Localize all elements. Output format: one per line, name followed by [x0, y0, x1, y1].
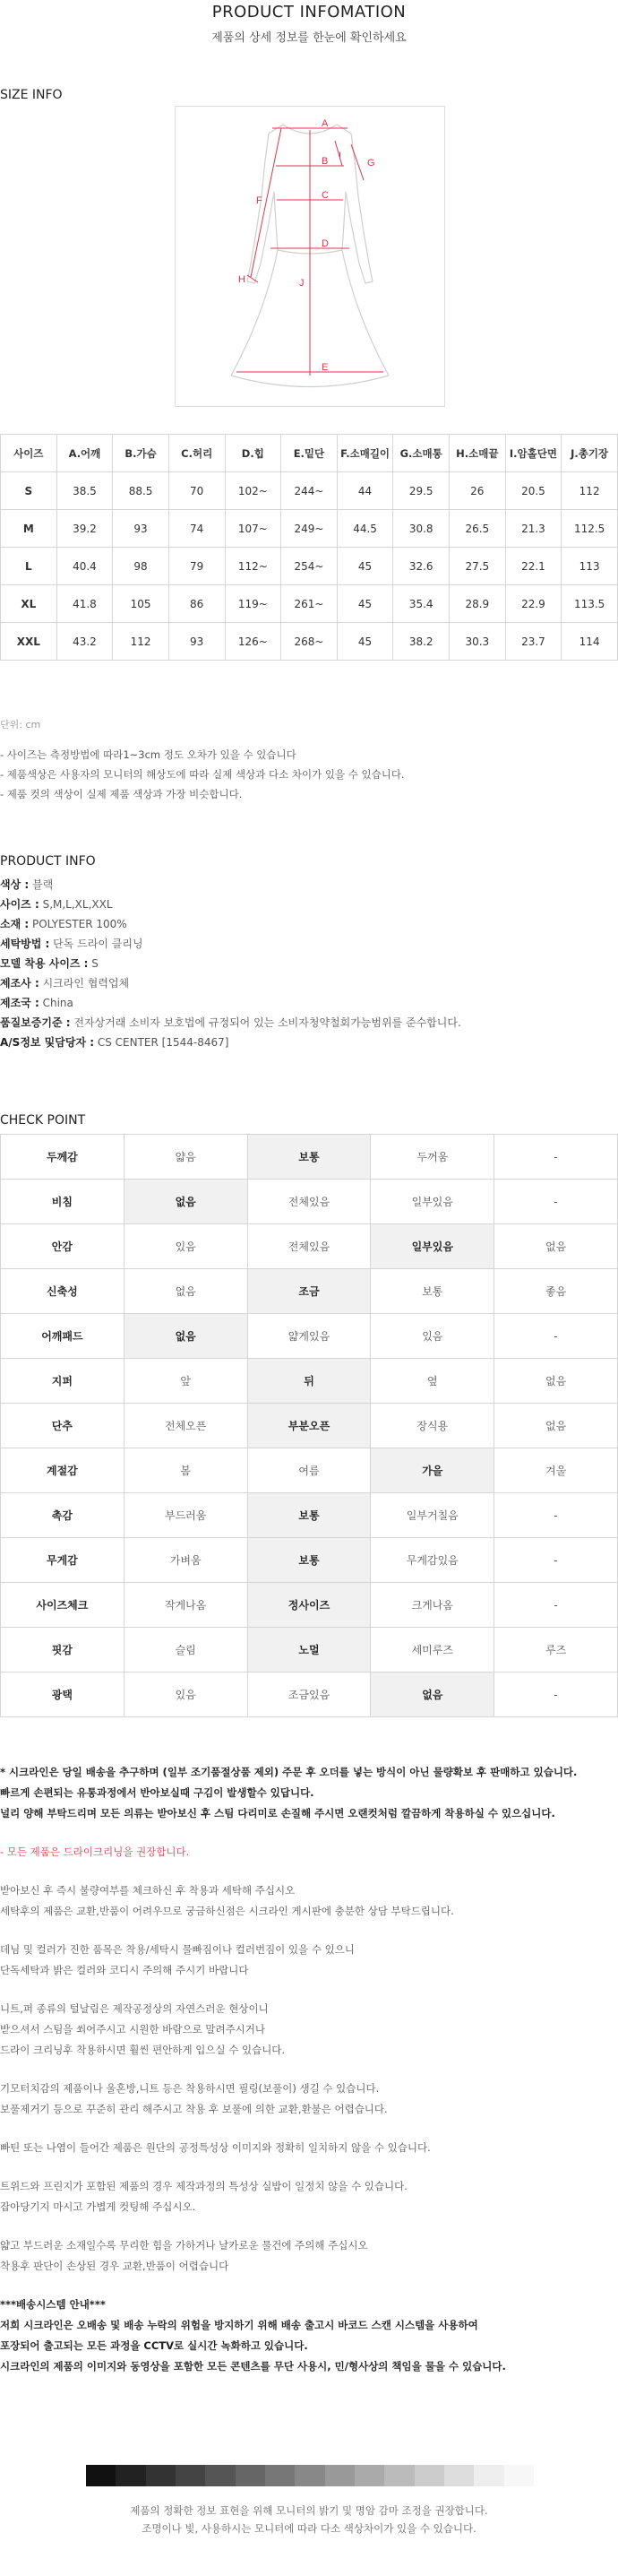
size-value-cell: 268~: [281, 623, 338, 661]
product-info-label: 제조국 :: [0, 997, 39, 1009]
size-column-header: B.가슴: [113, 435, 169, 472]
size-label-cell: L: [1, 548, 57, 585]
check-point-option: 장식용: [371, 1404, 494, 1448]
care-line: 착용후 판단이 손상된 경우 교환,반품이 어렵습니다: [0, 2260, 229, 2272]
notice-lead: 빠르게 손편되는 유통과정에서 반아보실때 구김이 발생할수 있답니다.: [0, 1786, 314, 1799]
check-point-option: -: [494, 1583, 618, 1628]
check-point-option: -: [494, 1538, 618, 1583]
check-point-row: [1, 1180, 618, 1224]
size-value-cell: 98: [113, 548, 169, 585]
product-info-item: [0, 895, 461, 914]
check-point-option: 없음: [494, 1404, 618, 1448]
size-column-header: J.총기장: [562, 435, 618, 472]
grayscale-swatch: [176, 2465, 205, 2486]
check-point-row: [1, 1404, 618, 1448]
size-value-cell: 44.5: [337, 510, 393, 548]
size-value-cell: 22.1: [505, 548, 562, 585]
size-table-row: [1, 623, 618, 661]
notice-lead: * 시크라인은 당일 배송을 추구하며 (일부 조기품절상품 제외) 주문 후 오더를 넣는 방식이 아닌 물량확보 후 판매하고 있습니다.: [0, 1766, 578, 1778]
check-point-option: 가벼움: [124, 1538, 247, 1583]
check-point-row: [1, 1673, 618, 1717]
care-line: 트위드와 프린지가 포함된 제품의 경우 제작과정의 특성상 실밥이 일정치 않을 수 있습니다.: [0, 2180, 408, 2192]
check-point-option: 옆: [371, 1359, 494, 1404]
product-info-value: CS CENTER [1544-8467]: [94, 1036, 229, 1049]
check-point-option: -: [494, 1493, 618, 1538]
grayscale-swatch: [474, 2465, 503, 2486]
product-info-item: [0, 973, 461, 993]
check-point-option: 일부거칠음: [371, 1493, 494, 1538]
check-point-option: 봄: [124, 1448, 247, 1493]
check-point-label: 무게감: [1, 1538, 124, 1583]
product-info-item: [0, 954, 461, 973]
delivery-system-line: 시크라인의 제품의 이미지와 동영상을 포함한 모든 콘텐츠를 무단 사용시, 민/형사상의 책임을 물을 수 있습니다.: [0, 2360, 506, 2373]
size-value-cell: 43.2: [56, 623, 113, 661]
check-point-option: 두꺼움: [371, 1135, 494, 1180]
check-point-option: 전체오픈: [124, 1404, 247, 1448]
care-paragraphs: [0, 1880, 618, 2295]
page-header: [0, 0, 618, 45]
check-point-label: 어깨패드: [1, 1314, 124, 1359]
product-info-label: A/S정보 및담당자 :: [0, 1036, 95, 1049]
check-point-row: [1, 1538, 618, 1583]
size-value-cell: 112: [562, 472, 618, 510]
check-point-option: 얇게있음: [247, 1314, 371, 1359]
size-value-cell: 40.4: [56, 548, 113, 585]
size-value-cell: 21.3: [505, 510, 562, 548]
check-point-option: 여름: [247, 1448, 371, 1493]
notice-section: [0, 1762, 618, 2377]
diagram-label-b: B: [322, 156, 329, 167]
size-value-cell: 105: [113, 585, 169, 623]
product-info-list: [0, 875, 461, 1052]
check-point-label: 안감: [1, 1224, 124, 1269]
care-line: 니트,퍼 종류의 털날림은 제작공정상의 자연스러운 현상이니: [0, 2002, 269, 2015]
size-value-cell: 113.5: [562, 585, 618, 623]
grayscale-swatch: [86, 2465, 116, 2486]
check-point-option: 작게나옴: [124, 1583, 247, 1628]
size-note: - 제품 컷의 색상이 실제 제품 색상과 가장 비슷합니다.: [0, 788, 243, 800]
size-value-cell: 112: [113, 623, 169, 661]
product-info-label: 소재 :: [0, 918, 30, 930]
product-info-item: [0, 1033, 461, 1052]
size-table-row: [1, 510, 618, 548]
product-info-item: [0, 875, 461, 895]
size-column-header: 사이즈: [1, 435, 57, 472]
size-column-header: E.밑단: [281, 435, 338, 472]
check-point-row: [1, 1493, 618, 1538]
size-info-title: SIZE INFO: [0, 88, 63, 102]
diagram-label-c: C: [322, 190, 329, 201]
diagram-label-d: D: [322, 238, 329, 249]
footer-note: [0, 2502, 618, 2537]
diagram-label-g: G: [367, 158, 375, 169]
check-point-label: 광택: [1, 1673, 124, 1717]
size-table-row: [1, 472, 618, 510]
size-label-cell: XXL: [1, 623, 57, 661]
size-value-cell: 102~: [225, 472, 281, 510]
grayscale-calibration-bar: [86, 2465, 534, 2486]
check-point-label: 계절감: [1, 1448, 124, 1493]
check-point-row: [1, 1224, 618, 1269]
size-value-cell: 41.8: [56, 585, 113, 623]
grayscale-swatch: [205, 2465, 235, 2486]
check-point-option: -: [494, 1180, 618, 1224]
dress-illustration: [176, 107, 444, 406]
product-info-label: 세탁방법 :: [0, 938, 50, 950]
check-point-option: 없음: [124, 1269, 247, 1314]
size-value-cell: 254~: [281, 548, 338, 585]
size-value-cell: 30.8: [393, 510, 450, 548]
product-info-value: 시크라인 협력업체: [39, 977, 130, 990]
size-column-header: F.소매길이: [337, 435, 393, 472]
check-point-option: 있음: [124, 1673, 247, 1717]
size-label-cell: XL: [1, 585, 57, 623]
grayscale-swatch: [146, 2465, 176, 2486]
product-info-label: 색상 :: [0, 878, 30, 891]
check-point-label: 단추: [1, 1404, 124, 1448]
product-info-title: PRODUCT INFO: [0, 854, 96, 869]
grayscale-swatch: [444, 2465, 474, 2486]
footer-line: 제품의 정확한 정보 표현을 위해 모니터의 밝기 및 명암 감마 조정을 권장합니다.: [130, 2504, 488, 2517]
product-info-value: 전자상거래 소비자 보호법에 규정되어 있는 소비자청약철회가능범위를 준수합니다.: [70, 1016, 461, 1029]
product-info-item: [0, 914, 461, 934]
check-point-option: 있음: [371, 1314, 494, 1359]
check-point-option: 보통: [371, 1269, 494, 1314]
size-value-cell: 28.9: [450, 585, 506, 623]
size-value-cell: 39.2: [56, 510, 113, 548]
size-value-cell: 29.5: [393, 472, 450, 510]
check-point-label: 사이즈체크: [1, 1583, 124, 1628]
size-value-cell: 86: [168, 585, 225, 623]
size-column-header: D.힙: [225, 435, 281, 472]
grayscale-swatch: [504, 2465, 534, 2486]
size-value-cell: 45: [337, 585, 393, 623]
care-line: 받아보신 후 즉시 불량여부를 체크하신 후 착용과 세탁해 주십시오: [0, 1884, 296, 1897]
size-notes: [0, 745, 405, 804]
size-value-cell: 112.5: [562, 510, 618, 548]
check-point-option: 얇음: [124, 1135, 247, 1180]
check-point-row: [1, 1628, 618, 1673]
size-table: [0, 434, 618, 661]
check-point-option: 조금있음: [247, 1673, 371, 1717]
dress-size-diagram: [175, 106, 445, 407]
check-point-option: -: [494, 1673, 618, 1717]
check-point-row: [1, 1314, 618, 1359]
check-point-option: 없음: [494, 1224, 618, 1269]
care-line: 받으셔서 스팀을 쐬어주시고 시원한 바람으로 말려주시거나: [0, 2023, 265, 2036]
size-column-header: G.소매통: [393, 435, 450, 472]
check-point-row: [1, 1135, 618, 1180]
size-value-cell: 93: [168, 623, 225, 661]
delivery-system-line: 포장되어 출고되는 모든 과정을 CCTV로 실시간 녹화하고 있습니다.: [0, 2339, 308, 2352]
size-value-cell: 38.2: [393, 623, 450, 661]
diagram-label-h: H: [238, 274, 245, 285]
check-point-selected-option: 뒤: [247, 1359, 371, 1404]
product-info-label: 제조사 :: [0, 977, 39, 990]
check-point-selected-option: 조금: [247, 1269, 371, 1314]
check-point-label: 비침: [1, 1180, 124, 1224]
product-info-value: 블랙: [29, 878, 54, 891]
product-info-value: POLYESTER 100%: [29, 918, 127, 930]
check-point-option: 있음: [124, 1224, 247, 1269]
check-point-row: [1, 1359, 618, 1404]
care-line: 보풀제거기 등으로 꾸준히 관리 해주시고 착용 후 보풀에 의한 교환,환불은 어렵습니다.: [0, 2103, 388, 2115]
size-value-cell: 45: [337, 548, 393, 585]
size-value-cell: 32.6: [393, 548, 450, 585]
check-point-selected-option: 보통: [247, 1493, 371, 1538]
diagram-label-j: J: [299, 278, 305, 289]
check-point-selected-option: 없음: [371, 1673, 494, 1717]
check-point-title: CHECK POINT: [0, 1113, 86, 1128]
grayscale-swatch: [355, 2465, 384, 2486]
size-column-header: H.소매끝: [450, 435, 506, 472]
product-info-item: [0, 934, 461, 954]
size-value-cell: 27.5: [450, 548, 506, 585]
size-column-header: A.어깨: [56, 435, 113, 472]
diagram-label-i: I: [339, 151, 342, 161]
size-value-cell: 93: [113, 510, 169, 548]
product-info-label: 모델 착용 사이즈 :: [0, 957, 89, 970]
check-point-option: 앞: [124, 1359, 247, 1404]
size-table-row: [1, 548, 618, 585]
page-title: PRODUCT INFOMATION: [211, 3, 407, 22]
size-value-cell: 79: [168, 548, 225, 585]
size-value-cell: 45: [337, 623, 393, 661]
diagram-label-e: E: [322, 362, 329, 373]
product-info-item: [0, 993, 461, 1013]
check-point-option: 일부있음: [371, 1180, 494, 1224]
check-point-option: 무게감있음: [371, 1538, 494, 1583]
check-point-table: [0, 1134, 618, 1717]
size-value-cell: 126~: [225, 623, 281, 661]
size-value-cell: 38.5: [56, 472, 113, 510]
check-point-option: -: [494, 1314, 618, 1359]
size-note: - 제품색상은 사용자의 모니터의 해상도에 따라 실제 색상과 다소 차이가 있을 수 있습니다.: [0, 768, 405, 781]
care-line: 단독세탁과 밝은 컬러와 코디시 주의해 주시기 바랍니다: [0, 1964, 249, 1976]
size-value-cell: 22.9: [505, 585, 562, 623]
size-label-cell: S: [1, 472, 57, 510]
check-point-row: [1, 1448, 618, 1493]
size-value-cell: 30.3: [450, 623, 506, 661]
grayscale-swatch: [236, 2465, 265, 2486]
size-value-cell: 114: [562, 623, 618, 661]
check-point-label: 촉감: [1, 1493, 124, 1538]
size-value-cell: 74: [168, 510, 225, 548]
grayscale-swatch: [295, 2465, 324, 2486]
care-line: 기모터치감의 제품이나 울혼방,니트 등은 착용하시면 필링(보풀이) 생길 수 있습니다.: [0, 2082, 380, 2095]
size-column-header: C.허리: [168, 435, 225, 472]
diagram-label-a: A: [322, 118, 329, 129]
size-value-cell: 26: [450, 472, 506, 510]
product-info-value: S: [88, 957, 99, 970]
grayscale-swatch: [415, 2465, 444, 2486]
notice-lead: 널리 양해 부탁드리며 모든 의류는 받아보신 후 스팀 다리미로 손질해 주시면 오랜컷처럼 깔끔하게 착용하실 수 있으십니다.: [0, 1807, 555, 1820]
care-line: 세탁후의 제품은 교환,반품이 어려우므로 궁금하신점은 시크라인 게시판에 충분한 상담 부탁드립니다.: [0, 1905, 454, 1917]
check-point-option: 크게나옴: [371, 1583, 494, 1628]
size-value-cell: 244~: [281, 472, 338, 510]
grayscale-swatch: [265, 2465, 295, 2486]
size-value-cell: 23.7: [505, 623, 562, 661]
delivery-system-line: 저희 시크라인은 오배송 및 배송 누락의 위험을 방지하기 위해 배송 출고시 바코드 스캔 시스템을 사용하여: [0, 2319, 478, 2331]
grayscale-swatch: [325, 2465, 355, 2486]
check-point-label: 두께감: [1, 1135, 124, 1180]
check-point-selected-option: 가을: [371, 1448, 494, 1493]
care-line: 데님 및 컬러가 진한 품목은 착용/세탁시 물빠짐이나 컬러번짐이 있을 수 있으니: [0, 1943, 355, 1956]
size-label-cell: M: [1, 510, 57, 548]
check-point-row: [1, 1583, 618, 1628]
grayscale-swatch: [384, 2465, 414, 2486]
dry-clean-warning: - 모든 제품은 드라이크리닝을 권장합니다.: [0, 1846, 190, 1858]
page-subtitle: 제품의 상세 정보를 한눈에 확인하세요: [211, 31, 407, 45]
check-point-option: -: [494, 1135, 618, 1180]
size-unit: 단위: cm: [0, 719, 41, 730]
care-line: 드라이 크리닝후 착용하시면 훨씬 편안하게 입으실 수 있습니다.: [0, 2044, 286, 2056]
check-point-label: 신축성: [1, 1269, 124, 1314]
size-table-header-row: [1, 435, 618, 472]
care-line: 잡아당기지 마시고 가볍게 컷팅해 주십시오.: [0, 2200, 196, 2213]
check-point-selected-option: 일부있음: [371, 1224, 494, 1269]
check-point-option: 전체있음: [247, 1180, 371, 1224]
check-point-selected-option: 없음: [124, 1314, 247, 1359]
check-point-option: 슬림: [124, 1628, 247, 1673]
size-value-cell: 70: [168, 472, 225, 510]
size-value-cell: 35.4: [393, 585, 450, 623]
grayscale-swatch: [116, 2465, 145, 2486]
size-column-header: I.암홀단면: [505, 435, 562, 472]
check-point-option: 없음: [494, 1359, 618, 1404]
diagram-label-f: F: [256, 195, 262, 206]
check-point-selected-option: 보통: [247, 1538, 371, 1583]
product-info-value: China: [39, 997, 73, 1009]
size-value-cell: 88.5: [113, 472, 169, 510]
product-info-label: 사이즈 :: [0, 898, 39, 911]
check-point-option: 부드러움: [124, 1493, 247, 1538]
check-point-selected-option: 보통: [247, 1135, 371, 1180]
check-point-selected-option: 부분오픈: [247, 1404, 371, 1448]
check-point-option: 좋음: [494, 1269, 618, 1314]
check-point-option: 전체있음: [247, 1224, 371, 1269]
size-value-cell: 112~: [225, 548, 281, 585]
size-value-cell: 20.5: [505, 472, 562, 510]
size-table-row: [1, 585, 618, 623]
check-point-selected-option: 없음: [124, 1180, 247, 1224]
size-value-cell: 113: [562, 548, 618, 585]
product-info-value: S,M,L,XL,XXL: [39, 898, 113, 911]
size-value-cell: 249~: [281, 510, 338, 548]
check-point-row: [1, 1269, 618, 1314]
footer-line: 조명이나 빛, 사용하시는 모니터에 따라 다소 색상차이가 있을 수 있습니다.: [142, 2522, 476, 2535]
size-value-cell: 26.5: [450, 510, 506, 548]
check-point-option: 세미루즈: [371, 1628, 494, 1673]
check-point-selected-option: 정사이즈: [247, 1583, 371, 1628]
size-note: - 사이즈는 측정방법에 따라1~3cm 정도 오차가 있을 수 있습니다: [0, 748, 296, 761]
size-value-cell: 107~: [225, 510, 281, 548]
check-point-selected-option: 노멀: [247, 1628, 371, 1673]
size-value-cell: 44: [337, 472, 393, 510]
check-point-option: 겨울: [494, 1448, 618, 1493]
care-line: 얇고 부드러운 소재일수록 무리한 힘을 가하거나 날카로운 물건에 주의해 주십시오: [0, 2239, 368, 2252]
check-point-option: 루즈: [494, 1628, 618, 1673]
care-line: 빠틴 또는 나염이 들어간 제품은 원단의 공정특성상 이미지와 정확히 일치하지 않을 수 있습니다.: [0, 2141, 431, 2154]
size-value-cell: 119~: [225, 585, 281, 623]
size-value-cell: 261~: [281, 585, 338, 623]
check-point-label: 핏감: [1, 1628, 124, 1673]
delivery-system-title: ***배송시스템 안내***: [0, 2298, 106, 2311]
check-point-label: 지퍼: [1, 1359, 124, 1404]
product-info-item: [0, 1013, 461, 1033]
product-info-value: 단독 드라이 클리닝: [49, 938, 143, 950]
product-info-label: 품질보증기준 :: [0, 1016, 71, 1029]
